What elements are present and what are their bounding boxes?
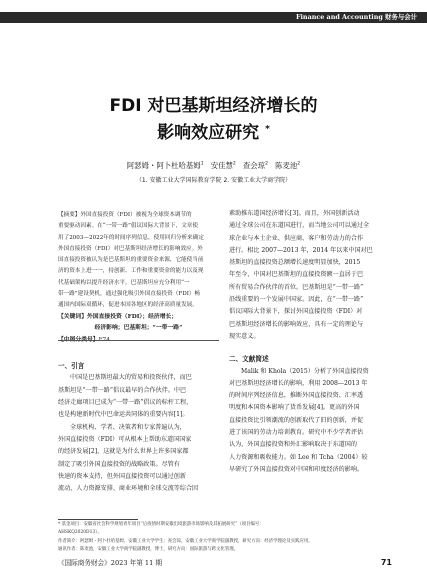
footnote-line: * 基金项目：安徽省社会科学规划青年项目“后疫情时期安徽出境旅游市场影响及其拓展研究”（项目编号：: [58, 522, 264, 527]
body-line: 倡议国际大背景下，探讨外国直接投资（FDI）对: [229, 308, 363, 316]
body-line: 人力资源和吸收能力。如 Lee 和 Tcha（2004）较: [229, 453, 368, 461]
affiliation: （1. 安徽工业大学国际教育学院 2. 安徽工业大学商学院）: [135, 177, 292, 184]
footnote-line: AHSKQ2020D13）。: [58, 530, 102, 536]
abstract: 【摘要】外国直接投资（FDI）被视为全球资本调节的 重要驱动因素。在“一带一路”倡议国际大背景下，文章使 用了2003—2022年的时间序列信息，使用回归分析来确定 外国直接投资（FDI）对巴基斯坦经济增长的影响效应。外 国直接投资被认为是巴基斯坦的重要资金来源，它能使当前 济的资本上进一一，持创新、工作和重要资金的能力以及现 代基础架构以提升经济水平。巴基斯坦应充分利用“一 带一路”建设契机，通过强化吸引外国直接投资（FDI）畅 通国内国际双循环，促进本国各地区的经济高质量发展。: [58, 212, 204, 309]
left-column: [58, 210, 219, 495]
body-line: 外国直接投资（FDI）可从根本上帮助东道国国家: [58, 435, 192, 443]
body-line: 全球机构、学者、决策者和专家普遍认为，: [70, 423, 186, 431]
body-line: 进行。相比 2007—2013 年，2014 年以来中国对巴: [229, 246, 373, 254]
right-column: [229, 208, 392, 476]
body-line: 基斯坦的直接投资总额增长速度明显加快，2015: [229, 259, 361, 267]
page-number: 71: [380, 558, 392, 567]
running-title: Finance and Accounting 财务与会计: [295, 13, 417, 21]
body-line: 所有贸易合作伙伴的首位。巴基斯坦是“一带一路”: [229, 283, 364, 291]
author-list: 阿瑟姆・阿卜杜哈基姆$^1$ 安佳慧$^2$ 查会琼$^2$ 陈麦池$^2$: [126, 161, 301, 170]
body-line: 巴基斯坦经济增长的影响效应，具有一定的理论与: [229, 320, 364, 328]
keywords: 【关键词】外国直接投资（FDI）；经济增长；: [58, 313, 178, 320]
body-line: 的经济发展[2]，这就是为什么世界上许多国家都: [58, 448, 189, 456]
author-name: 陈麦池: [275, 161, 298, 170]
footnote-rule: [58, 519, 138, 520]
abstract-divider: [58, 340, 219, 341]
footnote-line: 通讯作者：陈麦池，安徽工业大学商学院副教授，博士，研究方向：国际旅游与跨文化管理。: [58, 547, 239, 553]
body-line: 素助推东道国经济增长[3]。而且，外国创新活动: [229, 210, 360, 217]
body-line: 通过全球公司在东道国进行，而当地公司可以通过全: [229, 222, 370, 230]
body-line: 对巴基斯坦经济增长的影响，利用 2008—2013 年: [229, 379, 368, 387]
body-line: 也是构建新时代中巴命运共同体的重要内容[1]。: [58, 411, 189, 419]
body-line: 年至今，中国对巴基斯坦的直接投资额一直居于巴: [229, 271, 364, 279]
author-name: 阿瑟姆・阿卜杜哈基姆: [126, 161, 201, 170]
body-line: 制定了吸引外国直接投资的战略政策。尽管有: [58, 460, 180, 468]
body-line: 球企业与本土企业、供应商、客户和劳动力的合作: [229, 234, 364, 242]
body-line: 的时间序列经济信息，推断外国直接投资、汇率透: [229, 392, 364, 400]
body-line: 经济走廊项目已成为“一带一路”倡议的标杆工程，: [58, 399, 193, 407]
clc-number: 【中图分类号】F74: [58, 336, 110, 343]
page-footer: [58, 557, 392, 569]
article-title-line1: FDI 对巴基斯坦经济增长的: [109, 96, 318, 116]
body-line: 流动、人力资源安排、商业环境和全球交流等综合因: [58, 485, 199, 493]
body-line: 中国是巴基斯坦最大的贸易和投资伙伴，而巴: [70, 374, 192, 382]
section-heading-introduction: 一、引言: [58, 362, 85, 371]
footnotes: [58, 521, 392, 555]
body-line: Malik 和 Khola（2015）分析了外国直接投资: [241, 367, 369, 375]
body-line: 现实意义。: [229, 332, 260, 340]
article-title-line2: 影响效应研究 *: [157, 123, 270, 143]
body-line: 早研究了外国直接投资对中国和印度经济的影响。: [229, 465, 364, 473]
body-line: 进了该国的劳动力培训教育。研究中不少学者评估: [229, 429, 364, 437]
body-line: 基斯坦是“一带一路”倡议最早的合作伙伴。中巴: [58, 386, 187, 394]
body-line: 直接投资比引领潮流的创新取代了旧的创新，并促: [229, 416, 364, 424]
footnote-line: 作者简介：阿瑟姆・阿卜杜哈基姆，安徽工业大学学生；查会琼，安徽工业大学商学院副教授，研究方向：经济学理论及实践应用。: [58, 538, 313, 544]
body-line: 快速的资本支持，但外国直接投资可以通过创新: [58, 472, 186, 480]
author-name: 安佳慧: [210, 161, 233, 170]
title-footnote-mark: *: [265, 124, 270, 135]
section-heading-literature: 二、文献简述: [229, 355, 269, 364]
running-header-bar: [0, 12, 427, 23]
body-line: 明度和本国资本影响了货币发展[4]。更高的外国: [229, 404, 360, 412]
body-line: 认为，外国直接投资和外汇影响取决于东道国的: [229, 441, 357, 449]
journal-issue: 《国际商务财会》2023 年第 11 期: [58, 559, 162, 567]
keywords-cont: 经济影响；巴基斯坦；“一带一路”: [94, 325, 183, 332]
author-name: 查会琼: [242, 161, 266, 170]
body-line: 沿线重要的一个发展中国家。因此，在“一带一路”: [229, 296, 364, 304]
